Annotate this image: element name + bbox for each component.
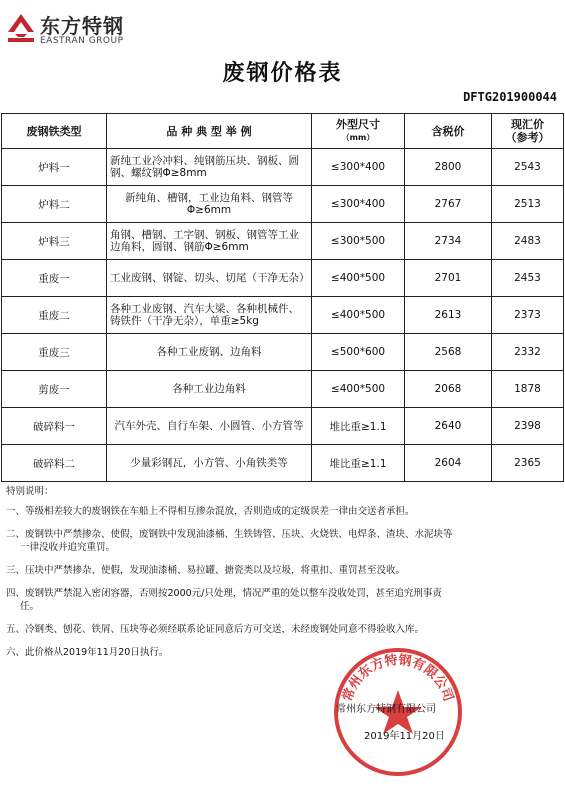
header-cash-label: 现汇价 — [511, 118, 544, 131]
note-item-4-continuation: 任。 — [20, 601, 40, 612]
cell-size: ≤300*400 — [312, 149, 405, 186]
cell-category: 破碎料一 — [2, 408, 107, 445]
notes-heading: 特别说明： — [6, 486, 54, 497]
note-item-2-text: 二、废钢铁中严禁掺杂、使假，废钢铁中发现油漆桶、生铁铸管、压块、火烧铁、电焊条、渣块、水泥块等 — [6, 529, 453, 540]
cell-example: 各种工业边角料 — [107, 371, 312, 408]
seal-text: 常州东方特钢有限公司 — [340, 652, 456, 704]
cell-tax-price: 2701 — [405, 260, 492, 297]
cell-example: 新纯角、槽钢，工业边角料、钢管等Φ≥6mm — [107, 186, 312, 223]
cell-example: 少量彩钢瓦，小方管、小角铁类等 — [107, 445, 312, 482]
cell-cash-price: 2453 — [492, 260, 564, 297]
cell-example: 工业废钢、钢锭、切头、切尾（干净无杂） — [107, 260, 312, 297]
note-item-2 — [6, 528, 556, 554]
note-item-6: 六、此价格从2019年11月20日执行。 — [6, 647, 169, 658]
logo-english-name: EASTRAN GROUP — [40, 36, 124, 46]
cell-tax-price: 2734 — [405, 223, 492, 260]
cell-size: ≤400*500 — [312, 260, 405, 297]
table-row — [2, 371, 564, 408]
cell-size: ≤400*500 — [312, 371, 405, 408]
note-item-5: 五、冷钢类、刨花、铁屑、压块等必须经联系论证同意后方可交送，未经废钢处同意不得验收入库。 — [6, 624, 425, 635]
header-size-label: 外型尺寸 — [336, 118, 380, 131]
cell-category: 炉料三 — [2, 223, 107, 260]
company-logo — [6, 8, 136, 54]
page-title: 废钢价格表 — [222, 61, 343, 86]
cell-example: 新纯工业冷冲料、纯钢筋压块、钢板、圆钢、螺纹钢Φ≥8mm — [107, 149, 312, 186]
cell-category: 炉料二 — [2, 186, 107, 223]
cell-size: 堆比重≥1.1 — [312, 445, 405, 482]
cell-category: 剪废一 — [2, 371, 107, 408]
document-number: DFTG201900044 — [463, 90, 557, 104]
header-category: 废钢铁类型 — [2, 114, 107, 149]
cell-tax-price: 2604 — [405, 445, 492, 482]
price-table — [1, 113, 564, 482]
cell-tax-price: 2800 — [405, 149, 492, 186]
cell-size: 堆比重≥1.1 — [312, 408, 405, 445]
cell-tax-price: 2613 — [405, 297, 492, 334]
cell-cash-price: 2543 — [492, 149, 564, 186]
effective-date: 2019年11月20日 — [364, 731, 445, 742]
cell-category: 重废一 — [2, 260, 107, 297]
cell-category: 炉料一 — [2, 149, 107, 186]
note-item-4-text: 四、废钢铁严禁混入密闭容器，否则按2000元/只处理，情况严重的处以整车没收处罚，甚至追究刑事责 — [6, 588, 442, 599]
note-item-1: 一、等级相差较大的废钢铁在车船上不得相互掺杂混放，否则造成的定级误差一律由交送者承担。 — [6, 506, 415, 517]
cell-cash-price: 2398 — [492, 408, 564, 445]
cell-example: 各种工业废钢、边角料 — [107, 334, 312, 371]
table-row — [2, 223, 564, 260]
cell-tax-price: 2568 — [405, 334, 492, 371]
table-row — [2, 260, 564, 297]
table-row — [2, 334, 564, 371]
cell-size: ≤500*600 — [312, 334, 405, 371]
cell-cash-price: 2365 — [492, 445, 564, 482]
note-item-4 — [6, 587, 556, 613]
cell-tax-price: 2640 — [405, 408, 492, 445]
table-row — [2, 149, 564, 186]
header-size-unit: （mm） — [341, 133, 375, 142]
table-row — [2, 408, 564, 445]
table-row — [2, 445, 564, 482]
header-examples: 品 种 典 型 举 例 — [107, 114, 312, 149]
header-size — [312, 114, 405, 149]
cell-cash-price: 2483 — [492, 223, 564, 260]
cell-size: ≤300*400 — [312, 186, 405, 223]
cell-size: ≤400*500 — [312, 297, 405, 334]
cell-cash-price: 2332 — [492, 334, 564, 371]
cell-cash-price: 1878 — [492, 371, 564, 408]
header-cash-price — [492, 114, 564, 149]
cell-example: 各种工业废钢、汽车大梁、各种机械件、铸铁件（干净无杂），单重≥5kg — [107, 297, 312, 334]
cell-category: 重废二 — [2, 297, 107, 334]
table-row — [2, 186, 564, 223]
cell-category: 破碎料二 — [2, 445, 107, 482]
header-tax-price: 含税价 — [405, 114, 492, 149]
cell-tax-price: 2068 — [405, 371, 492, 408]
header-cash-note: （参考） — [505, 131, 550, 144]
note-item-2-continuation: 一律没收并追究重罚。 — [20, 542, 116, 553]
cell-cash-price: 2513 — [492, 186, 564, 223]
special-notes — [6, 485, 556, 669]
cell-category: 重废三 — [2, 334, 107, 371]
table-header-row — [2, 114, 564, 149]
cell-example: 汽车外壳、自行车架、小圆管、小方管等 — [107, 408, 312, 445]
table-row — [2, 297, 564, 334]
logo-chinese-name: 东方特钢 — [40, 14, 124, 38]
cell-example: 角钢、槽钢、工字钢、钢板、钢管等工业边角料，圆钢、钢筋Φ≥6mm — [107, 223, 312, 260]
cell-cash-price: 2373 — [492, 297, 564, 334]
cell-tax-price: 2767 — [405, 186, 492, 223]
note-item-3: 三、压块中严禁掺杂、使假，发现油漆桶、易拉罐、搪瓷类以及垃圾，将重扣、重罚甚至没收。 — [6, 565, 406, 576]
logo-mark-icon — [6, 10, 36, 46]
cell-size: ≤300*500 — [312, 223, 405, 260]
company-name: 常州东方特钢有限公司 — [336, 704, 436, 715]
